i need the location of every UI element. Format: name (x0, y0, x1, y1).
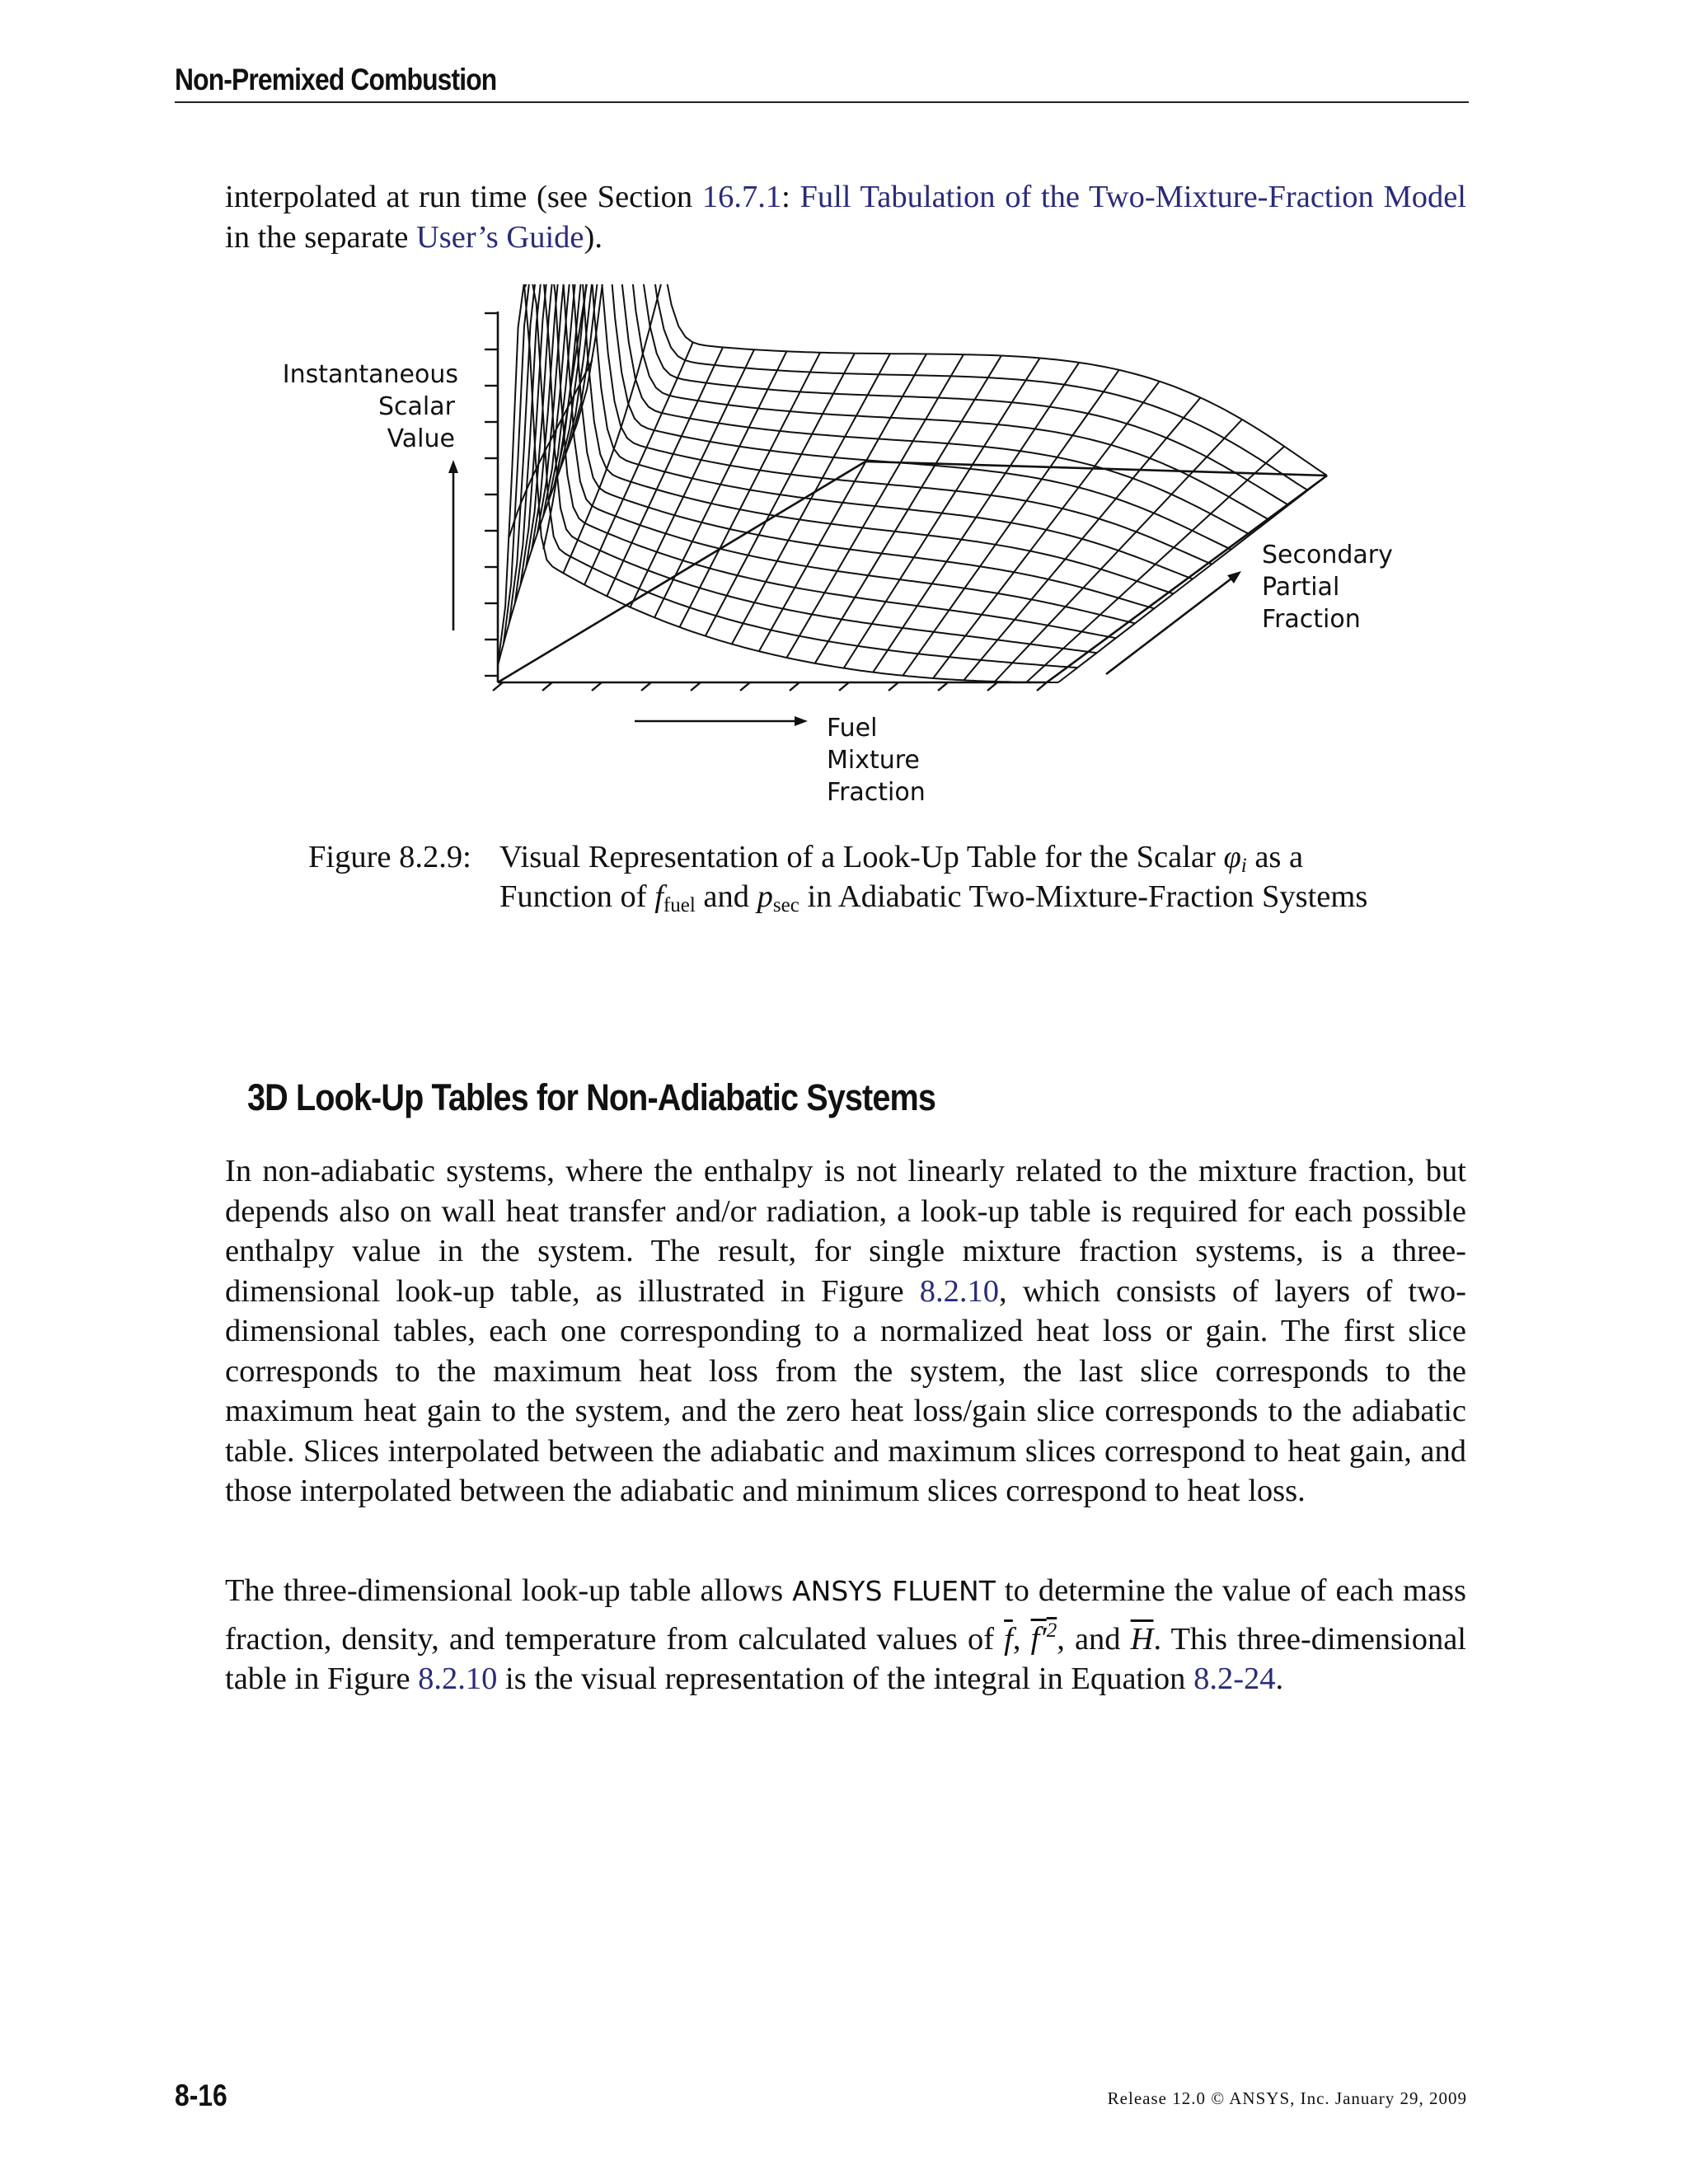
x-label-line-1: Fuel (827, 714, 878, 743)
mesh-line-fuel-direction (543, 284, 1212, 565)
mesh-line-secondary-direction (654, 351, 786, 617)
p-subscript: sec (772, 894, 799, 916)
p2-text-b: to determine the value of each mass fraction, density, and temperature from calculated values of (225, 1573, 1466, 1657)
caption-part-c: and (695, 879, 757, 914)
mesh-line-fuel-direction (555, 284, 1250, 535)
mesh-line-fuel-direction (515, 284, 1116, 638)
x-tick (790, 682, 799, 691)
mesh-line-fuel-direction (571, 284, 1308, 490)
z-label-line-1: Secondary (1262, 541, 1393, 569)
p2-separator-2: , and (1057, 1621, 1131, 1657)
mesh-line-secondary-direction (815, 356, 1001, 663)
x-tick (987, 682, 997, 691)
mesh-line-secondary-direction (1026, 447, 1284, 682)
link-figure-8-2-10[interactable]: 8.2.10 (919, 1273, 999, 1309)
x-arrow-head (795, 716, 808, 726)
mesh-line-secondary-direction (995, 419, 1242, 682)
f-symbol: f (654, 879, 663, 914)
p-symbol: p (757, 879, 773, 914)
x-tick (592, 682, 602, 691)
p1-text-b: , which consists of layers of two-dimensional tables, each one corresponding to a normalized heat loss or gain. The first slice corresponds to the maximum heat loss from the system, the last slice corresponds to the maximum heat gain to the system, and the zero heat loss/gain slice corresponds to the adiabatic table. Slices interpolated between the adiabatic and maximum slices correspond to heat gain, and those interpolated between the adiabatic and minimum slices correspond to heat loss. (225, 1273, 1467, 1508)
f-subscript: fuel (663, 894, 696, 916)
section-heading: 3D Look-Up Tables for Non-Adiabatic Systems (247, 1076, 935, 1118)
p1-text-a: In non-adiabatic systems, where the enthalpy is not linearly related to the mixture fraction, but depends also on wall heat transfer and/or radiation, a look-up table is required for each possible enthalpy value in the system. The result, for single mixture fraction systems, is a three-dimensional look-up table, as illustrated in Figure (225, 1154, 1466, 1309)
link-full-tabulation[interactable]: Full Tabulation of the Two-Mixture-Fraction Model (799, 180, 1466, 214)
x-tick (938, 682, 948, 691)
x-tick (1037, 682, 1047, 691)
p2-text-d: is the visual representation of the integral in Equation (497, 1661, 1194, 1696)
running-header-title: Non-Premixed Combustion (175, 63, 497, 96)
f-prime-superscript: 2 (1046, 1619, 1057, 1643)
mesh-line-secondary-direction (759, 354, 926, 652)
x-label-line-3: Fraction (827, 778, 926, 807)
link-users-guide[interactable]: User’s Guide (415, 219, 584, 255)
p2-text-e: . (1275, 1661, 1284, 1696)
x-tick (889, 682, 898, 691)
phi-symbol: φ (1223, 840, 1241, 874)
section-paragraph-1 (225, 1151, 1466, 1511)
p2-text-a: The three-dimensional look-up table allows (225, 1573, 793, 1608)
z-label-line-3: Fraction (1262, 605, 1361, 634)
caption-part-b: as a Function of (499, 840, 1304, 914)
mesh-line-secondary-direction (732, 354, 890, 644)
y-axis-ticks (485, 313, 498, 676)
surface-mesh (498, 284, 1327, 682)
y-label-line-3: Value (387, 424, 455, 453)
h-bar-symbol: $\overline{H}$ (1130, 1621, 1154, 1657)
x-tick (542, 682, 552, 691)
x-tick (839, 682, 849, 691)
p2-separator-1: , (1012, 1621, 1031, 1657)
intro-text-1: interpolated at run time (see Section (225, 180, 702, 214)
mesh-line-secondary-direction (631, 349, 754, 607)
mesh-line-fuel-direction (498, 284, 1058, 682)
x-axis-ticks (493, 682, 1047, 691)
mesh-line-secondary-direction (498, 424, 577, 665)
link-equation-8-2-24[interactable]: 8.2-24 (1193, 1661, 1276, 1696)
caption-label: Figure 8.2.9: (308, 840, 471, 874)
x-label-line-2: Mixture (827, 746, 920, 775)
mesh-line-secondary-direction (786, 354, 964, 658)
depth-axis-line (498, 462, 865, 682)
phi-subscript: i (1240, 855, 1247, 877)
caption-text (499, 837, 1401, 916)
caption-part-d: in Adiabatic Two-Mixture-Fraction Systems (799, 879, 1368, 914)
intro-paragraph (225, 177, 1466, 257)
f-bar-symbol: $\overline{f}$ (1004, 1621, 1013, 1657)
intro-text-2: : (781, 180, 800, 214)
y-arrow-head (448, 460, 458, 473)
p2-text-c: . This three-dimensional table in Figure (225, 1621, 1466, 1696)
intro-text-3: in the separate (225, 219, 416, 255)
x-tick (493, 682, 503, 691)
f-prime-squared-bar-symbol (1031, 1621, 1057, 1656)
header-rule (175, 101, 1469, 103)
lookup-table-surface-figure (280, 284, 1401, 812)
page-number: 8-16 (175, 2079, 227, 2112)
link-figure-8-2-10-second[interactable]: 8.2.10 (418, 1661, 498, 1696)
x-tick (641, 682, 651, 691)
z-label-line-2: Partial (1262, 573, 1340, 602)
caption-part-a: Visual Representation of a Look-Up Table for the Scalar (499, 840, 1224, 874)
x-tick (691, 682, 701, 691)
product-name: ANSYS FLUENT (792, 1575, 996, 1607)
y-label-line-2: Scalar (378, 392, 455, 421)
link-section-16-7-1[interactable]: 16.7.1 (701, 180, 782, 214)
x-tick (740, 682, 750, 691)
release-line: Release 12.0 © ANSYS, Inc. January 29, 2009 (1107, 2088, 1467, 2108)
f-prime-symbol: f′ (1030, 1621, 1047, 1657)
intro-text-4: ). (584, 219, 603, 255)
section-paragraph-2 (225, 1571, 1466, 1699)
y-label-line-1: Instantaneous (282, 360, 458, 389)
z-arrow-head (1227, 571, 1241, 583)
